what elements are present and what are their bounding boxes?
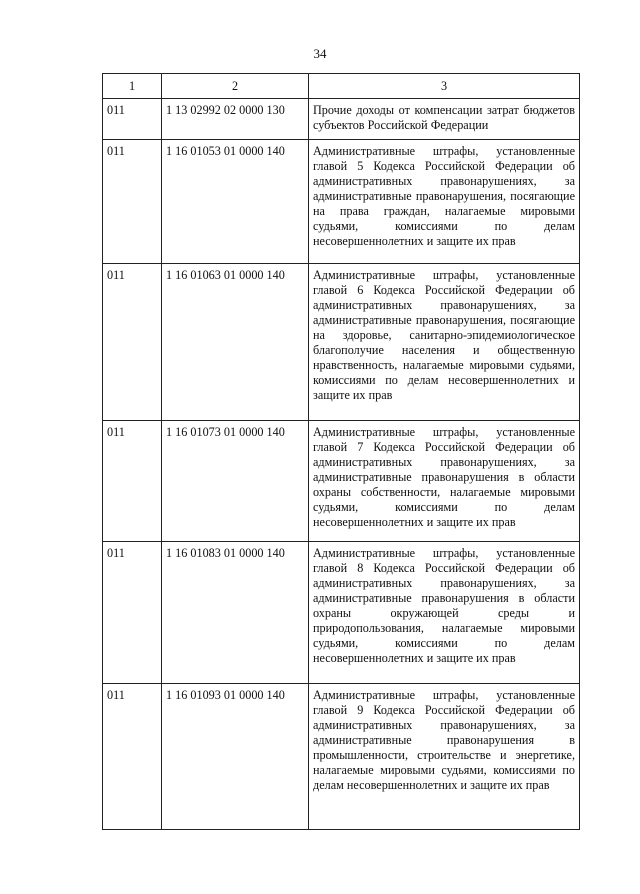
- table-row: [103, 542, 580, 684]
- row-description: Административные штрафы, установленные главой 7 Кодекса Российской Федерации об административных правонарушениях, за административные правонарушения в области охраны собственности, налагаемые мировыми судьями, комиссиями по делам несовершеннолетних и защите их прав: [309, 421, 580, 542]
- table-row: [103, 264, 580, 421]
- row-admin-code: 011: [103, 140, 162, 264]
- row-budget-code: 1 16 01083 01 0000 140: [162, 542, 309, 684]
- row-description: Прочие доходы от компенсации затрат бюджетов субъектов Российской Федерации: [309, 99, 580, 140]
- table-row: [103, 99, 580, 140]
- row-description: Административные штрафы, установленные главой 6 Кодекса Российской Федерации об административных правонарушениях, за административные правонарушения, посягающие на здоровье, санитарно-эпидемиологическое благополучие населения и общественную нравственность, налагаемые мировыми судьями, комиссиями по делам несовершеннолетних и защите их прав: [309, 264, 580, 421]
- header-col-3: 3: [309, 74, 580, 99]
- row-admin-code: 011: [103, 421, 162, 542]
- table-row: [103, 421, 580, 542]
- row-admin-code: 011: [103, 542, 162, 684]
- row-admin-code: 011: [103, 684, 162, 830]
- row-description: Административные штрафы, установленные главой 8 Кодекса Российской Федерации об административных правонарушениях, за административные правонарушения в области охраны окружающей среды и природопользования, налагаемые мировыми судьями, комиссиями по делам несовершеннолетних и защите их прав: [309, 542, 580, 684]
- row-budget-code: 1 16 01053 01 0000 140: [162, 140, 309, 264]
- row-description: Административные штрафы, установленные главой 5 Кодекса Российской Федерации об административных правонарушениях, за административные правонарушения, посягающие на права граждан, налагаемые мировыми судьями, комиссиями по делам несовершеннолетних и защите их прав: [309, 140, 580, 264]
- row-budget-code: 1 16 01073 01 0000 140: [162, 421, 309, 542]
- table-row: [103, 684, 580, 830]
- row-budget-code: 1 16 01093 01 0000 140: [162, 684, 309, 830]
- table-header-row: [103, 74, 580, 99]
- table-row: [103, 140, 580, 264]
- row-admin-code: 011: [103, 264, 162, 421]
- row-budget-code: 1 13 02992 02 0000 130: [162, 99, 309, 140]
- header-col-1: 1: [103, 74, 162, 99]
- row-budget-code: 1 16 01063 01 0000 140: [162, 264, 309, 421]
- budget-codes-table: [102, 73, 580, 830]
- page-number: 34: [313, 46, 327, 61]
- row-admin-code: 011: [103, 99, 162, 140]
- header-col-2: 2: [162, 74, 309, 99]
- row-description: Административные штрафы, установленные главой 9 Кодекса Российской Федерации об административных правонарушениях, за административные правонарушения в промышленности, строительстве и энергетике, налагаемые мировыми судьями, комиссиями по делам несовершеннолетних и защите их прав: [309, 684, 580, 830]
